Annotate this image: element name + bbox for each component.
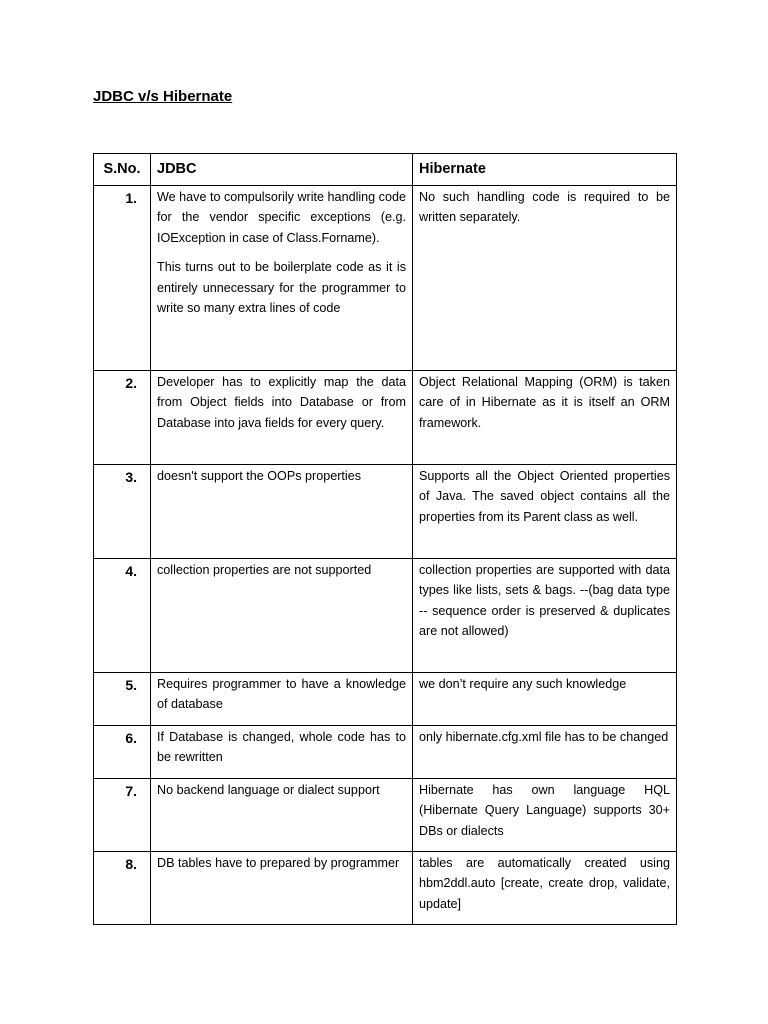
row-number: 3. <box>94 465 151 559</box>
table-row <box>94 559 677 673</box>
jdbc-text: collection properties are not supported <box>157 563 372 577</box>
jdbc-cell <box>151 726 413 779</box>
jdbc-cell <box>151 559 413 673</box>
row-number: 8. <box>94 852 151 925</box>
header-hibernate: Hibernate <box>413 154 677 186</box>
jdbc-cell <box>151 186 413 371</box>
header-sno: S.No. <box>94 154 151 186</box>
hibernate-cell: Object Relational Mapping (ORM) is taken care of in Hibernate as it is itself an ORM framework. <box>413 371 677 465</box>
jdbc-cell <box>151 673 413 726</box>
jdbc-cell <box>151 465 413 559</box>
jdbc-text: doesn't support the OOPs properties <box>157 469 362 483</box>
row-number: 1. <box>94 186 151 371</box>
header-jdbc: JDBC <box>151 154 413 186</box>
jdbc-cell <box>151 371 413 465</box>
table-row <box>94 779 677 852</box>
jdbc-text: Developer has to explicitly map the data from Object fields into Database or from Database into java fields for every query. <box>157 375 406 430</box>
jdbc-cell <box>151 852 413 925</box>
row-number: 4. <box>94 559 151 673</box>
hibernate-cell: No such handling code is required to be written separately. <box>413 186 677 371</box>
jdbc-text: No backend language or dialect support <box>157 783 380 797</box>
table-header-row <box>94 154 677 186</box>
jdbc-text: This turns out to be boilerplate code as it is entirely unnecessary for the programmer to write so many extra lines of code <box>157 260 406 316</box>
table-row <box>94 465 677 559</box>
page-title: JDBC v/s Hibernate <box>93 88 233 105</box>
hibernate-cell: tables are automatically created using hbm2ddl.auto [create, create drop, validate, update] <box>413 852 677 925</box>
comparison-table <box>93 153 677 925</box>
table-row <box>94 371 677 465</box>
table-row <box>94 186 677 371</box>
hibernate-cell: we don’t require any such knowledge <box>413 673 677 726</box>
jdbc-text: If Database is changed, whole code has to be rewritten <box>157 730 406 765</box>
jdbc-text: We have to compulsorily write handling code for the vendor specific exceptions (e.g. IOException in case of Class.Forname). <box>157 190 406 245</box>
table-row <box>94 852 677 925</box>
hibernate-cell: Supports all the Object Oriented properties of Java. The saved object contains all the properties from its Parent class as well. <box>413 465 677 559</box>
table-row <box>94 726 677 779</box>
jdbc-cell <box>151 779 413 852</box>
row-number: 6. <box>94 726 151 779</box>
row-number: 5. <box>94 673 151 726</box>
row-number: 2. <box>94 371 151 465</box>
jdbc-text: Requires programmer to have a knowledge of database <box>157 677 406 712</box>
hibernate-cell: collection properties are supported with data types like lists, sets & bags. --(bag data type -- sequence order is preserved & duplicates are not allowed) <box>413 559 677 673</box>
jdbc-text: DB tables have to prepared by programmer <box>157 856 400 870</box>
hibernate-cell: only hibernate.cfg.xml file has to be changed <box>413 726 677 779</box>
table-row <box>94 673 677 726</box>
hibernate-cell: Hibernate has own language HQL (Hibernate Query Language) supports 30+ DBs or dialects <box>413 779 677 852</box>
row-number: 7. <box>94 779 151 852</box>
